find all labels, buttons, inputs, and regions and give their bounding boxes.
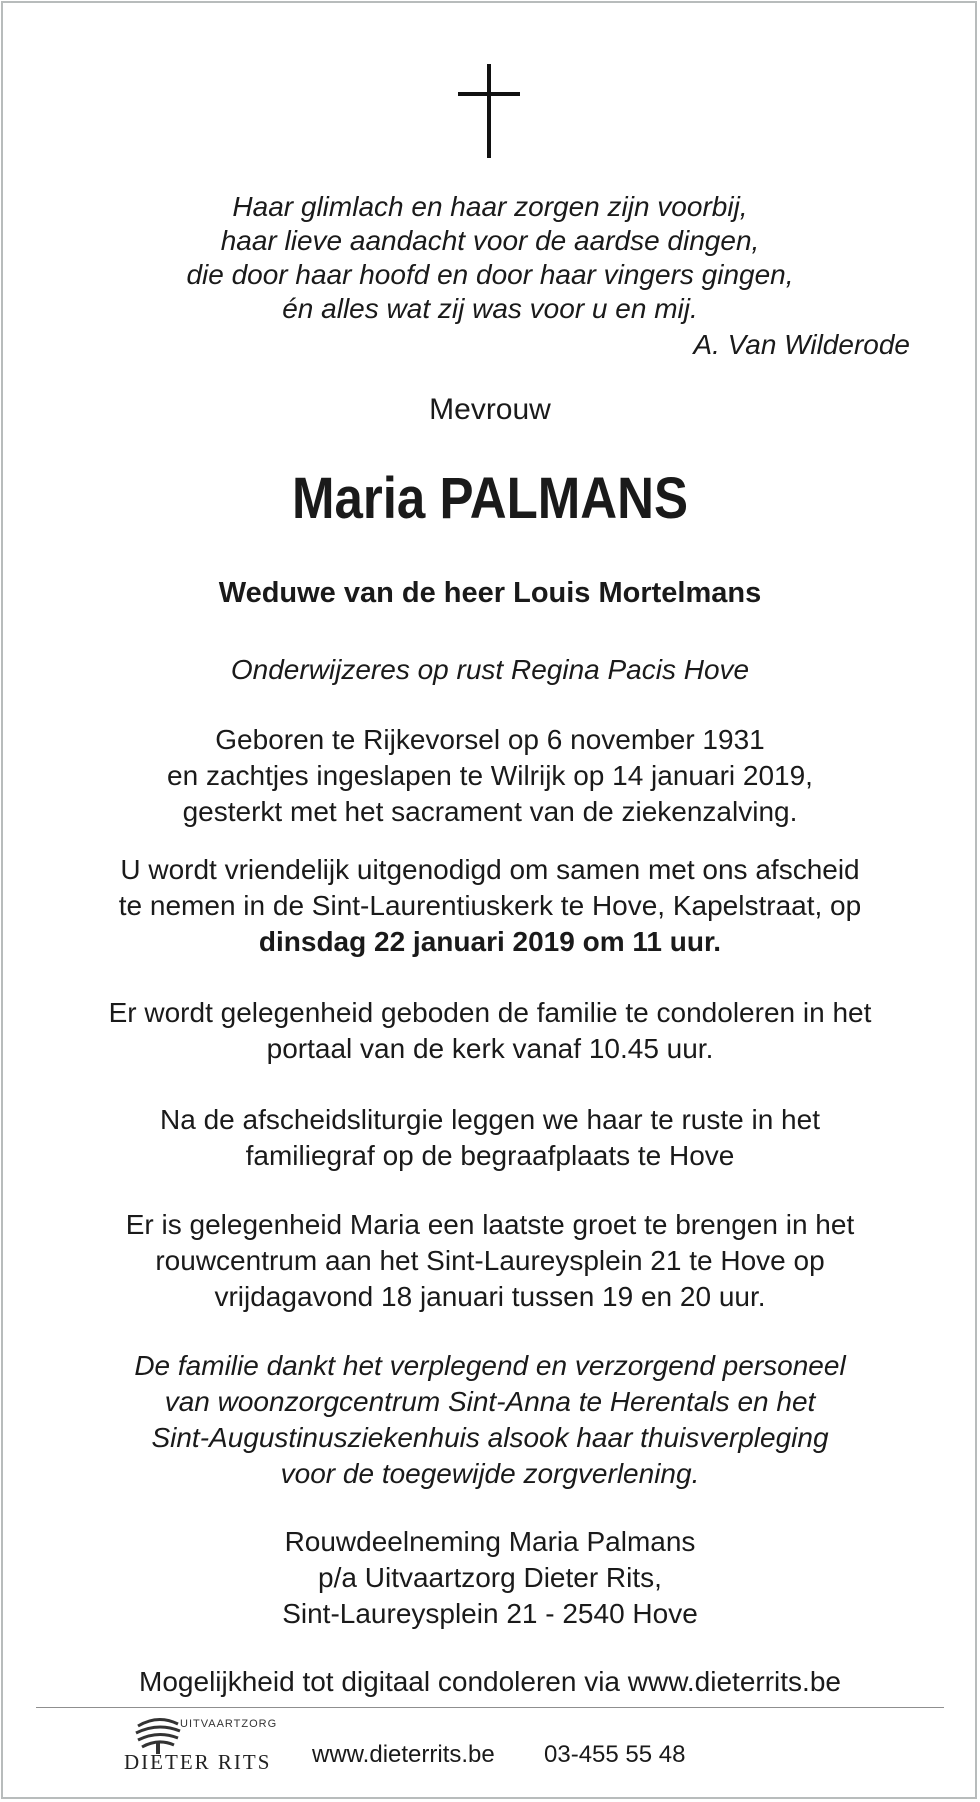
- salutation: Mevrouw: [429, 393, 551, 426]
- poem-line: die door haar hoofd en door haar vingers gingen,: [186, 259, 794, 290]
- visitation-line: vrijdagavond 18 januari tussen 19 en 20 uur.: [214, 1281, 766, 1312]
- thanks-line: van woonzorgcentrum Sint-Anna te Herentals en het: [164, 1386, 816, 1417]
- invitation-line: te nemen in de Sint-Laurentiuskerk te Hove, Kapelstraat, op: [118, 890, 862, 921]
- visitation-line: rouwcentrum aan het Sint-Laureysplein 21 te Hove op: [155, 1245, 825, 1276]
- digital-condolence-line: Mogelijkheid tot digitaal condoleren via www.dieterrits.be: [139, 1666, 841, 1697]
- birth-death-line: gesterkt met het sacrament van de ziekenzalving.: [182, 796, 798, 827]
- address-line: Sint-Laureysplein 21 - 2540 Hove: [282, 1598, 698, 1629]
- birth-death-line: en zachtjes ingeslapen te Wilrijk op 14 januari 2019,: [167, 760, 813, 791]
- visitation-line: Er is gelegenheid Maria een laatste groet te brengen in het: [125, 1209, 855, 1240]
- footer-website[interactable]: www.dieterrits.be: [312, 1741, 495, 1768]
- invitation-line: U wordt vriendelijk uitgenodigd om samen met ons afscheid: [120, 854, 860, 885]
- condolence-line: Er wordt gelegenheid geboden de familie te condoleren in het: [108, 997, 872, 1028]
- thanks-line: Sint-Augustinusziekenhuis alsook haar thuisverpleging: [151, 1422, 829, 1453]
- footer-phone: 03-455 55 48: [544, 1741, 686, 1768]
- address-line: p/a Uitvaartzorg Dieter Rits,: [318, 1562, 662, 1593]
- address-line: Rouwdeelneming Maria Palmans: [284, 1526, 696, 1557]
- condolence-line: portaal van de kerk vanaf 10.45 uur.: [266, 1033, 714, 1064]
- thanks-line: voor de toegewijde zorgverlening.: [280, 1458, 700, 1489]
- funeral-home-logo: [118, 1714, 288, 1780]
- burial-line: Na de afscheidsliturgie leggen we haar te ruste in het: [160, 1104, 820, 1135]
- invitation-datetime: dinsdag 22 januari 2019 om 11 uur.: [258, 926, 722, 957]
- occupation: Onderwijzeres op rust Regina Pacis Hove: [230, 654, 750, 685]
- thanks-line: De familie dankt het verplegend en verzorgend personeel: [134, 1350, 846, 1381]
- burial-line: familiegraf op de begraafplaats te Hove: [245, 1140, 735, 1171]
- logo-title: DIETER RITS: [124, 1750, 272, 1774]
- widow-of: Weduwe van de heer Louis Mortelmans: [218, 577, 762, 609]
- poem-author: A. Van Wilderode: [693, 329, 910, 360]
- cross-icon: [458, 64, 520, 158]
- deceased-name: Maria PALMANS: [291, 466, 689, 531]
- logo-subtitle: UITVAARTZORG: [180, 1718, 278, 1730]
- birth-death-line: Geboren te Rijkevorsel op 6 november 1931: [215, 724, 765, 755]
- tree-logo-icon: [134, 1716, 182, 1754]
- poem-line: haar lieve aandacht voor de aardse dingen,: [220, 225, 760, 256]
- poem-line: én alles wat zij was voor u en mij.: [282, 293, 698, 324]
- poem-line: Haar glimlach en haar zorgen zijn voorbij,: [232, 191, 748, 222]
- footer-divider: [36, 1707, 944, 1708]
